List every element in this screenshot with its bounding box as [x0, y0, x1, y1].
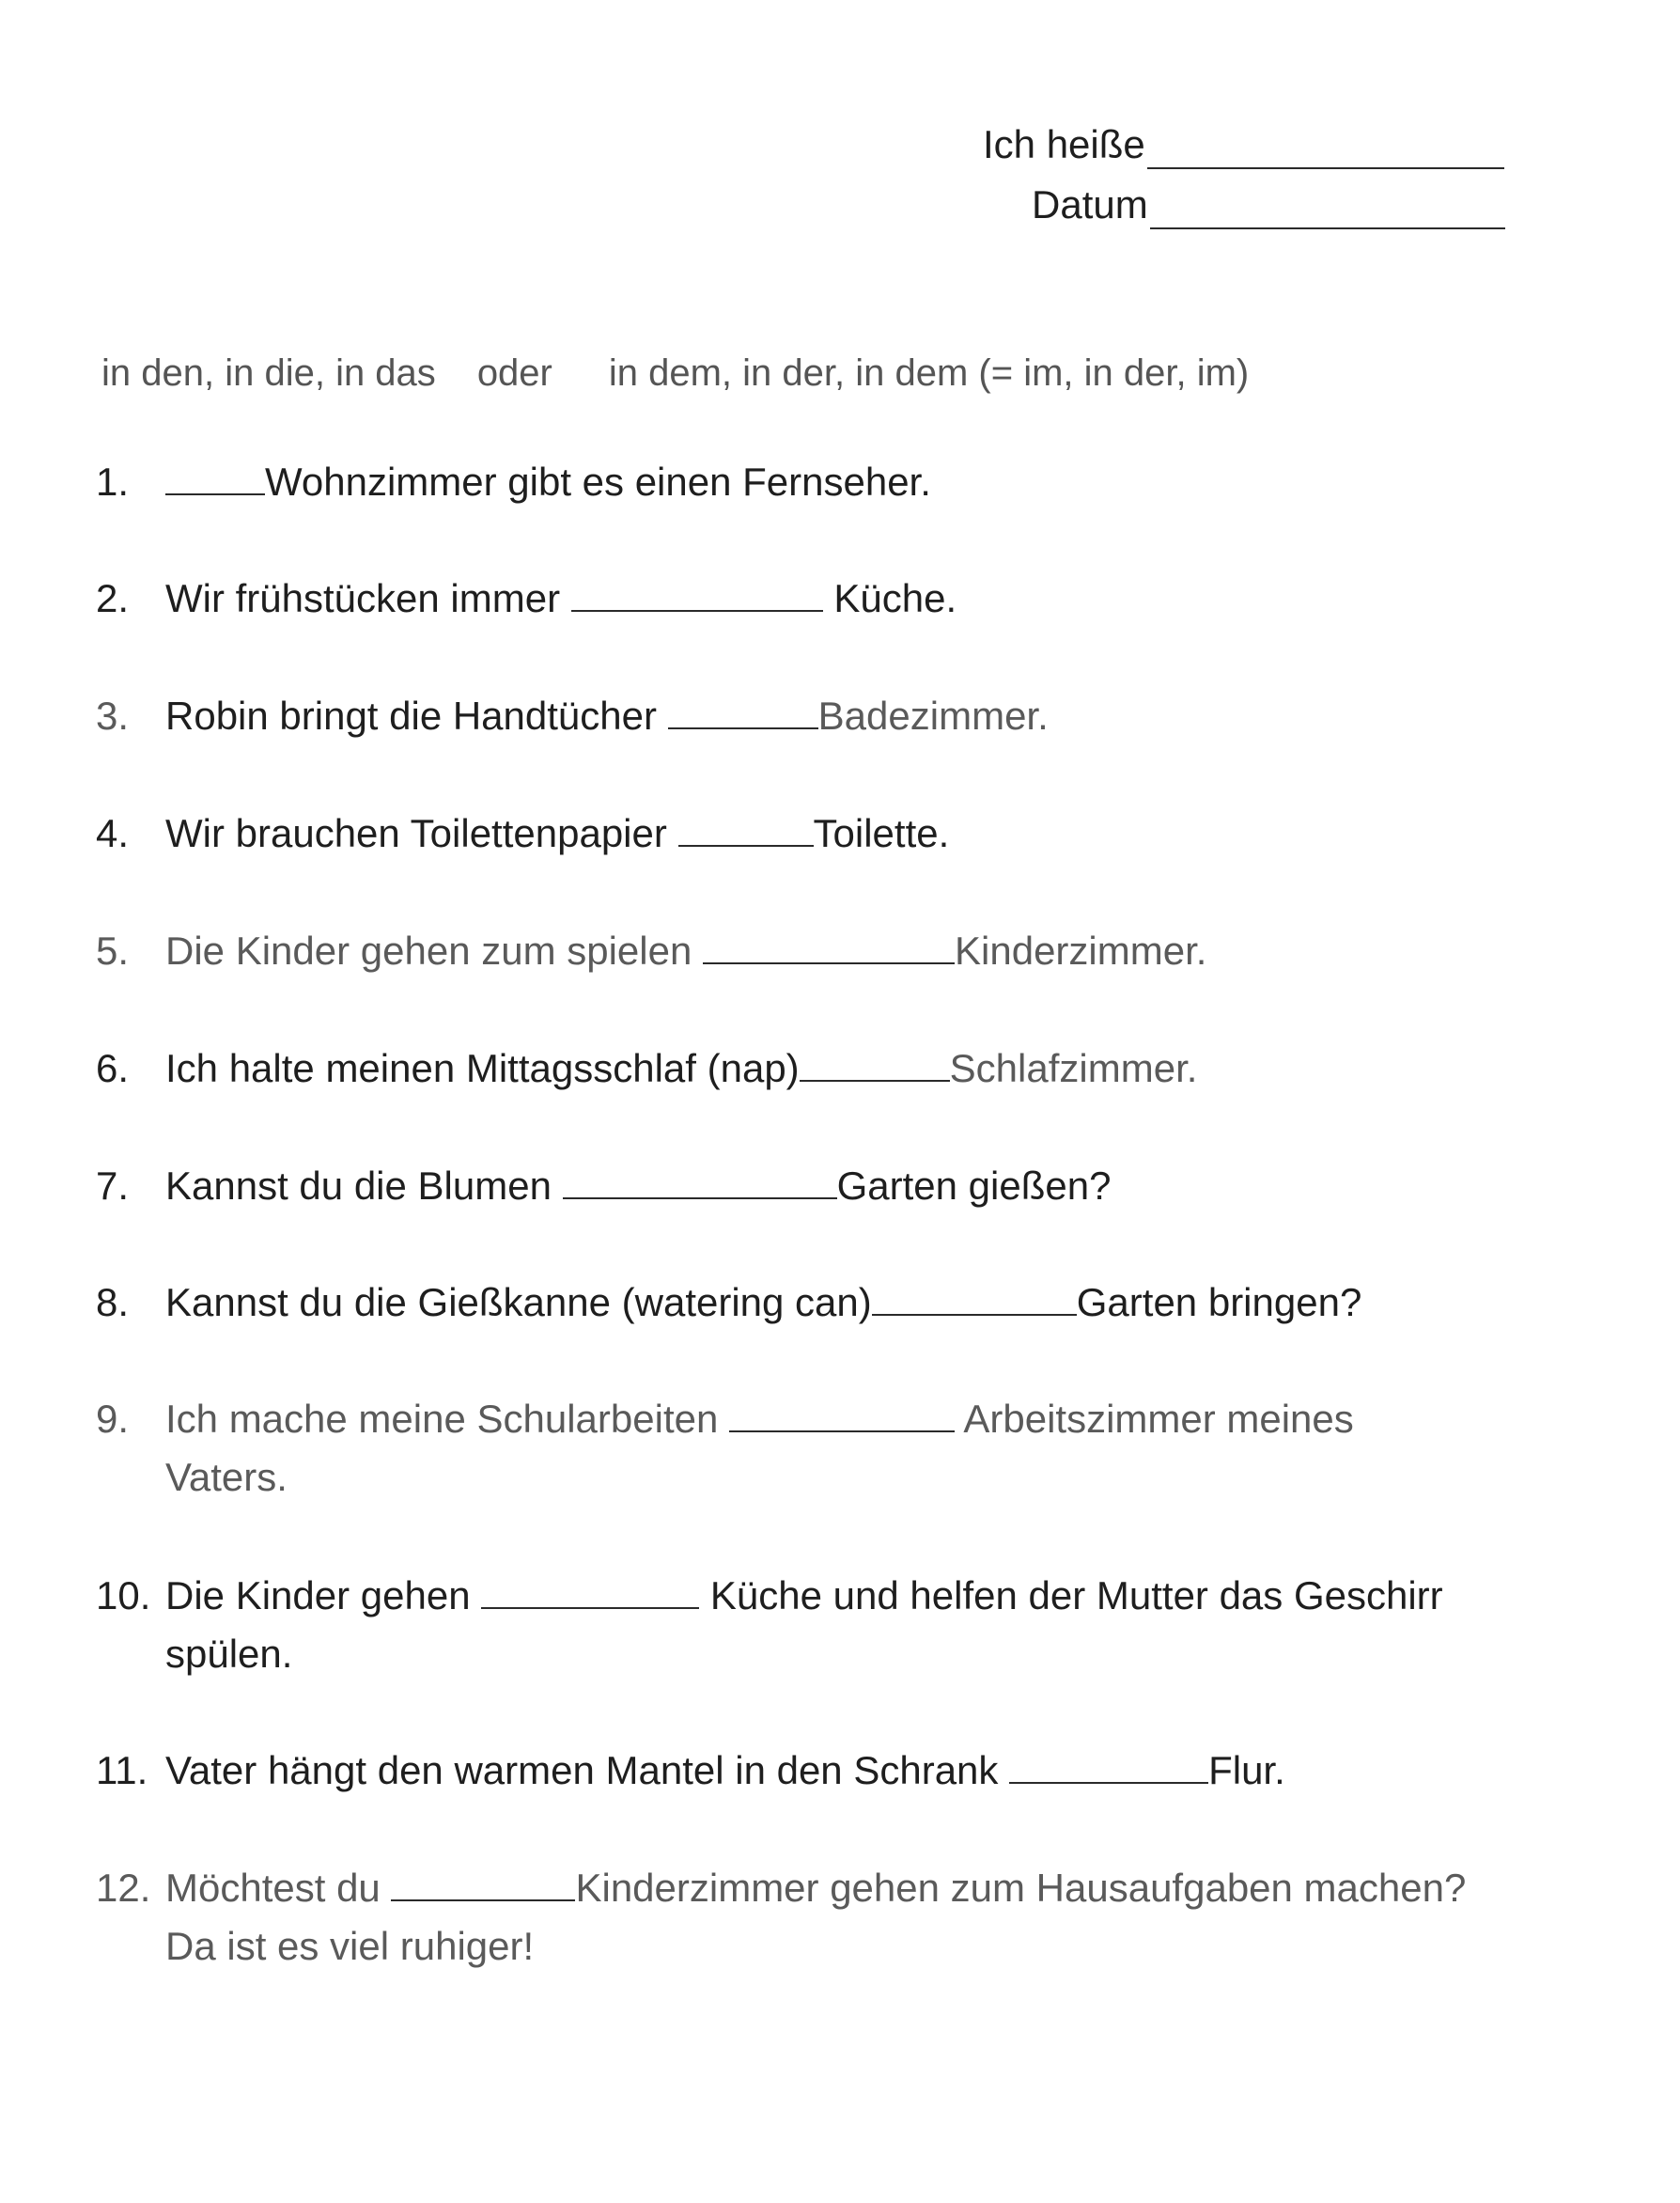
exercise-number: 7. [96, 1164, 130, 1208]
exercise-number: 3. [96, 694, 130, 738]
exercise-6 [96, 1039, 1197, 1098]
dative-forms: in dem, in der, in dem (= im, in der, im) [608, 352, 1250, 394]
answer-blank[interactable] [1009, 1746, 1208, 1784]
exercise-text-before: Die Kinder gehen [165, 1573, 482, 1617]
exercise-text-after: Garten bringen? [1076, 1280, 1362, 1324]
exercise-number: 12. [96, 1866, 151, 1910]
exercise-number: 6. [96, 1046, 130, 1090]
exercise-text-after: Kinderzimmer. [955, 929, 1207, 973]
exercise-text-after: Badezimmer. [817, 694, 1049, 738]
exercise-text-after: Kinderzimmer gehen zum Hausaufgaben machen? [575, 1866, 1467, 1910]
answer-blank[interactable] [668, 692, 818, 729]
answer-blank[interactable] [391, 1864, 575, 1901]
exercise-text-after: Küche. [822, 576, 957, 620]
exercise-text-before: Ich mache meine Schularbeiten [165, 1397, 729, 1441]
exercise-9 [96, 1390, 1354, 1507]
exercise-7 [96, 1157, 1111, 1215]
instruction-connector: oder [476, 352, 552, 394]
exercise-number: 1. [96, 460, 130, 504]
exercise-text-after: Wohnzimmer gibt es einen Fernseher. [265, 460, 931, 504]
exercise-number: 5. [96, 929, 130, 973]
exercise-continuation: spülen. [165, 1632, 293, 1676]
answer-blank[interactable] [481, 1571, 699, 1609]
date-line [1032, 180, 1505, 229]
exercise-5 [96, 922, 1206, 980]
name-line [983, 120, 1504, 169]
exercise-12 [96, 1859, 1466, 1976]
exercise-text-before: Wir frühstücken immer [165, 576, 571, 620]
date-field[interactable] [1150, 190, 1505, 229]
exercise-11 [96, 1742, 1285, 1800]
exercise-4 [96, 805, 949, 863]
exercise-text-before: Die Kinder gehen zum spielen [165, 929, 704, 973]
instruction-line [101, 350, 1249, 397]
date-label: Datum [1032, 182, 1148, 227]
answer-blank[interactable] [703, 927, 955, 964]
exercise-text-before: Wir brauchen Toilettenpapier [165, 811, 678, 855]
answer-blank[interactable] [678, 809, 814, 847]
exercise-number: 8. [96, 1280, 130, 1324]
exercise-2 [96, 570, 957, 628]
exercise-number: 10. [96, 1573, 151, 1617]
exercise-text-before: Kannst du die Blumen [165, 1164, 563, 1208]
exercise-text-before: Ich halte meinen Mittagsschlaf (nap) [165, 1046, 800, 1090]
name-field[interactable] [1147, 130, 1504, 169]
answer-blank[interactable] [563, 1162, 837, 1199]
exercise-number: 9. [96, 1397, 130, 1441]
exercise-text-before: Möchtest du [165, 1866, 392, 1910]
exercise-text-before: Vater hängt den warmen Mantel in den Schrank [165, 1748, 1010, 1792]
exercise-continuation: Da ist es viel ruhiger! [165, 1924, 535, 1968]
answer-blank[interactable] [872, 1278, 1077, 1316]
exercise-text-before: Robin bringt die Handtücher [165, 694, 668, 738]
exercise-1 [96, 453, 931, 511]
exercise-number: 2. [96, 576, 130, 620]
exercise-3 [96, 687, 1049, 745]
answer-blank[interactable] [165, 458, 265, 495]
exercise-text-after: Schlafzimmer. [949, 1046, 1198, 1090]
exercise-text-after: Küche und helfen der Mutter das Geschirr [699, 1573, 1443, 1617]
exercise-number: 4. [96, 811, 130, 855]
exercise-text-after: Arbeitszimmer meines [955, 1397, 1354, 1441]
accusative-forms: in den, in die, in das [101, 352, 436, 394]
answer-blank[interactable] [571, 574, 823, 612]
exercise-number: 11. [96, 1748, 148, 1792]
exercise-text-before: Kannst du die Gießkanne (watering can) [165, 1280, 872, 1324]
answer-blank[interactable] [729, 1395, 955, 1432]
exercise-continuation: Vaters. [165, 1455, 288, 1499]
name-label: Ich heiße [983, 122, 1145, 166]
exercise-text-after: Garten gießen? [836, 1164, 1112, 1208]
exercise-8 [96, 1273, 1361, 1332]
exercise-text-after: Flur. [1208, 1748, 1285, 1792]
exercise-text-after: Toilette. [813, 811, 950, 855]
exercise-10 [96, 1567, 1443, 1683]
answer-blank[interactable] [800, 1044, 950, 1082]
